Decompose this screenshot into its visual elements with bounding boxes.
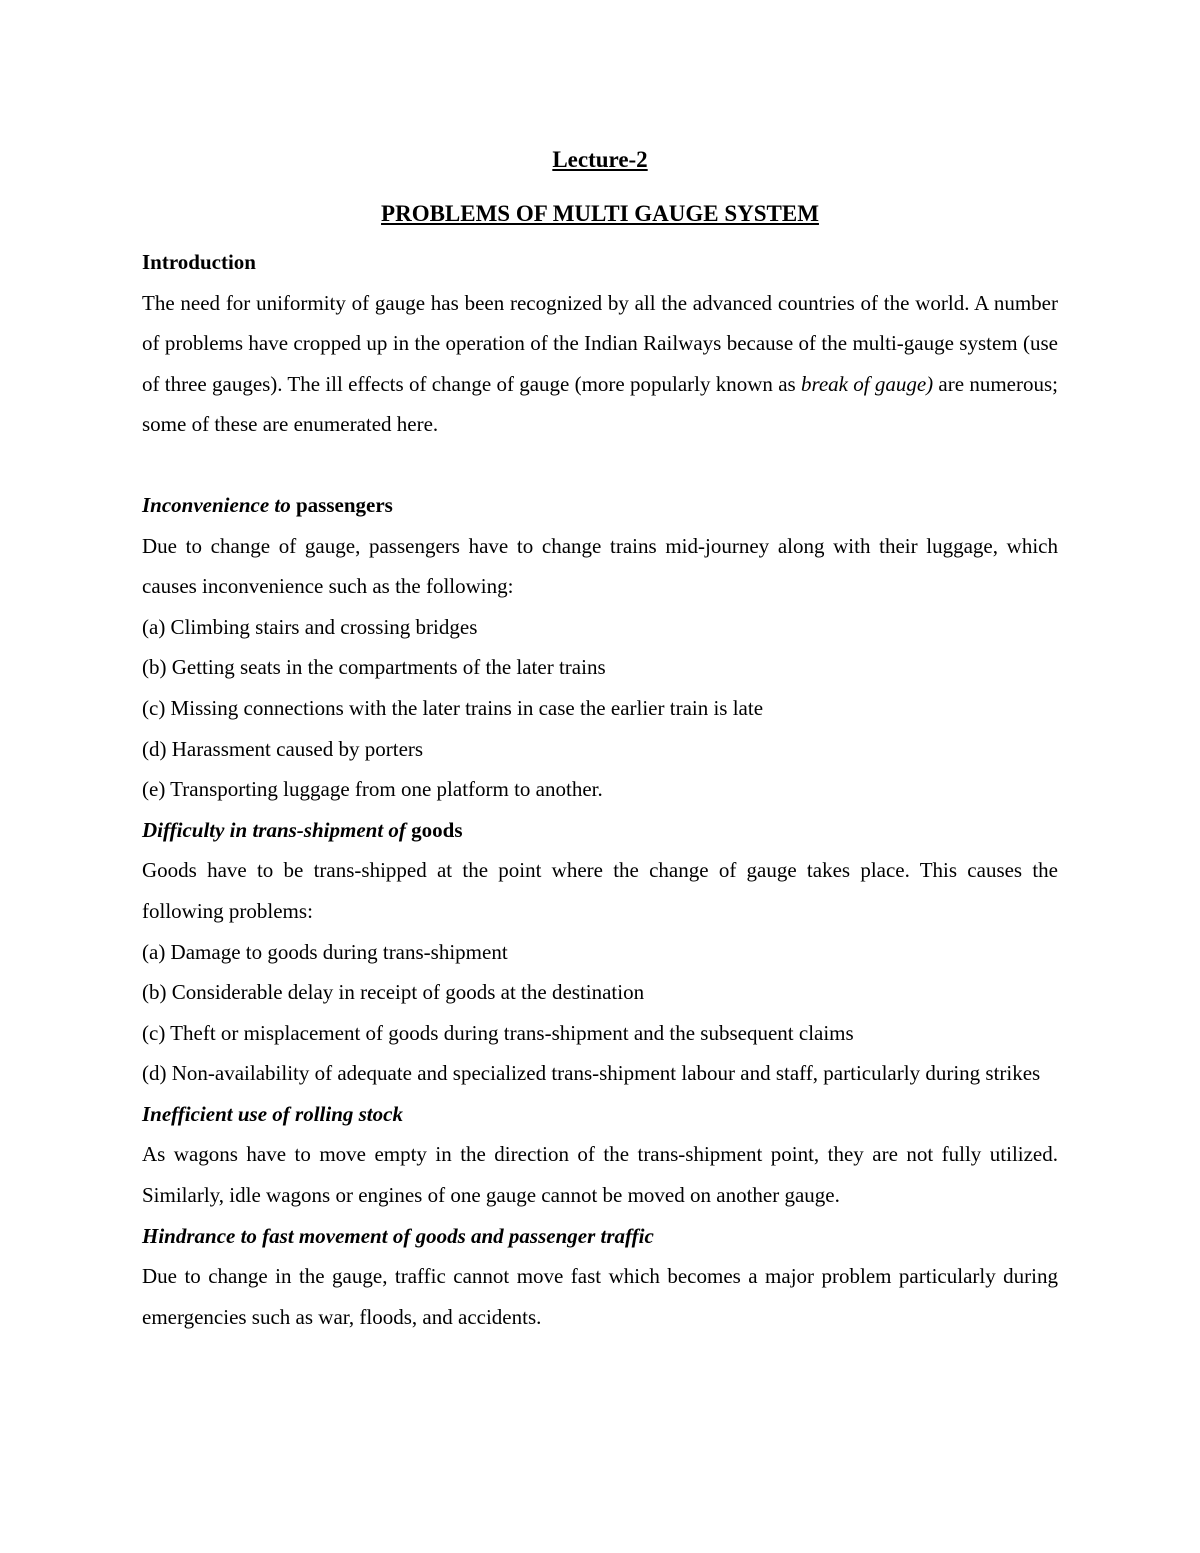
rolling-stock-heading [142,1094,1058,1135]
passengers-paragraph: Due to change of gauge, passengers have to change trains mid-journey along with their luggage, which causes inconvenience such as the following: [142,533,1058,599]
list-item: (d) Non-availability of adequate and specialized trans-shipment labour and staff, particularly during strikes [142,1061,1041,1086]
section-spacer [142,445,1058,485]
lecture-title: Lecture-2 [552,147,648,172]
traffic-heading-text: Hindrance to fast movement of goods and passenger traffic [142,1223,654,1248]
break-of-gauge-term: break of gauge) [800,371,934,396]
list-item: (d) Harassment caused by porters [142,736,424,761]
traffic-paragraph: Due to change in the gauge, traffic cannot move fast which becomes a major problem particularly during emergencies such as war, floods, and accidents. [142,1264,1058,1329]
goods-heading [142,810,1058,851]
goods-paragraph: Goods have to be trans-shipped at the point where the change of gauge takes place. This causes the following problems: [142,858,1058,923]
introduction-paragraph [142,283,1058,445]
rolling-stock-paragraph: As wagons have to move empty in the direction of the trans-shipment point, they are not fully utilized. Similarly, idle wagons or engines of one gauge cannot be moved on another gauge. [142,1142,1058,1208]
goods-heading-bold: goods [405,817,463,842]
list-item: (a) Damage to goods during trans-shipment [142,939,508,964]
traffic-heading [142,1216,1058,1257]
introduction-text-end: are numerous; some of these are enumerated here. [142,371,1058,437]
passengers-heading-bold: passengers [290,492,393,517]
list-item: (b) Getting seats in the compartments of the later trains [142,655,606,680]
passengers-heading [142,485,1058,526]
list-item: (c) Missing connections with the later trains in case the earlier train is late [142,695,764,720]
list-item: (b) Considerable delay in receipt of goods at the destination [142,980,645,1005]
list-item: (c) Theft or misplacement of goods during trans-shipment and the subsequent claims [142,1020,854,1045]
introduction-heading: Introduction [142,250,256,274]
document-subtitle: PROBLEMS OF MULTI GAUGE SYSTEM [381,201,819,226]
list-item: (e) Transporting luggage from one platform to another. [142,777,603,802]
document-body [142,140,1058,1337]
rolling-stock-heading-text: Inefficient use of rolling stock [142,1101,403,1126]
list-item: (a) Climbing stairs and crossing bridges [142,614,478,639]
passengers-heading-italic: Inconvenience to [142,492,291,517]
goods-heading-italic: Difficulty in trans-shipment of [142,817,406,842]
introduction-text-start: The need for uniformity of gauge has been recognized by all the advanced countries of the world. A number of problems have cropped up in the operation of the Indian Railways because of the multi-gauge system (use of three gauges). The ill effects of change of gauge (more popularly known as [142,290,1058,396]
